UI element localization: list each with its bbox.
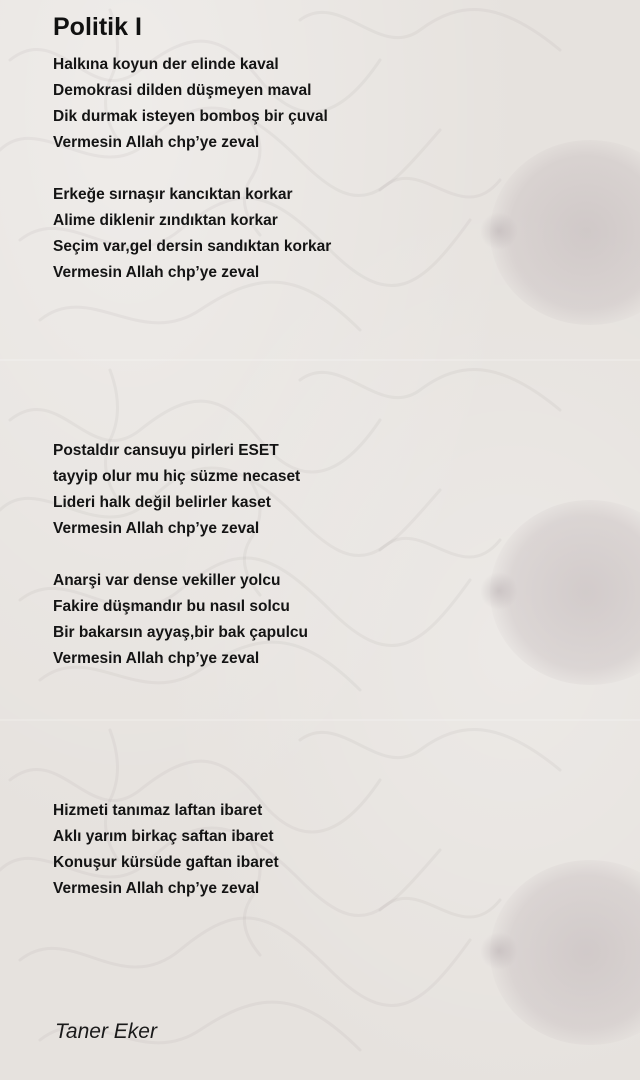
poem-line: Dik durmak isteyen bomboş bir çuval xyxy=(53,108,328,125)
poem-line: Vermesin Allah chp’ye zeval xyxy=(53,880,260,897)
poem-line: Postaldır cansuyu pirleri ESET xyxy=(53,442,279,459)
ink-blot-small xyxy=(480,212,518,250)
stanza-4 xyxy=(53,568,308,672)
poem-line: Vermesin Allah chp’ye zeval xyxy=(53,650,260,667)
poem-line: Vermesin Allah chp’ye zeval xyxy=(53,264,260,281)
ink-blot-small xyxy=(480,572,518,610)
poem xyxy=(53,12,613,897)
stanza-1 xyxy=(53,52,328,156)
poem-line: Anarşi var dense vekiller yolcu xyxy=(53,572,281,589)
poem-line: Erkeğe sırnaşır kancıktan korkar xyxy=(53,186,293,203)
band-seam xyxy=(0,359,640,361)
poem-line: Halkına koyun der elinde kaval xyxy=(53,56,279,73)
stanza-2 xyxy=(53,182,331,286)
poem-author: Taner Eker xyxy=(55,1020,157,1043)
poem-line: Demokrasi dilden düşmeyen maval xyxy=(53,82,312,99)
poem-line: Alime diklenir zındıktan korkar xyxy=(53,212,278,229)
poem-line: Vermesin Allah chp’ye zeval xyxy=(53,520,260,537)
band-seam xyxy=(0,719,640,721)
poem-line: Fakire düşmandır bu nasıl solcu xyxy=(53,598,290,615)
poem-line: Vermesin Allah chp’ye zeval xyxy=(53,134,260,151)
stanza-3 xyxy=(53,438,300,542)
ink-blot-small xyxy=(480,932,518,970)
poem-title: Politik I xyxy=(53,13,142,41)
poem-line: Bir bakarsın ayyaş,bir bak çapulcu xyxy=(53,624,309,641)
poem-line: Aklı yarım birkaç saftan ibaret xyxy=(53,828,274,845)
poem-line: Lideri halk değil belirler kaset xyxy=(53,494,271,511)
poem-line: Hizmeti tanımaz laftan ibaret xyxy=(53,802,263,819)
stanza-5 xyxy=(53,798,279,902)
poem-line: Konuşur kürsüde gaftan ibaret xyxy=(53,854,279,871)
poem-line: Seçim var,gel dersin sandıktan korkar xyxy=(53,238,332,255)
poem-line: tayyip olur mu hiç süzme necaset xyxy=(53,468,301,485)
